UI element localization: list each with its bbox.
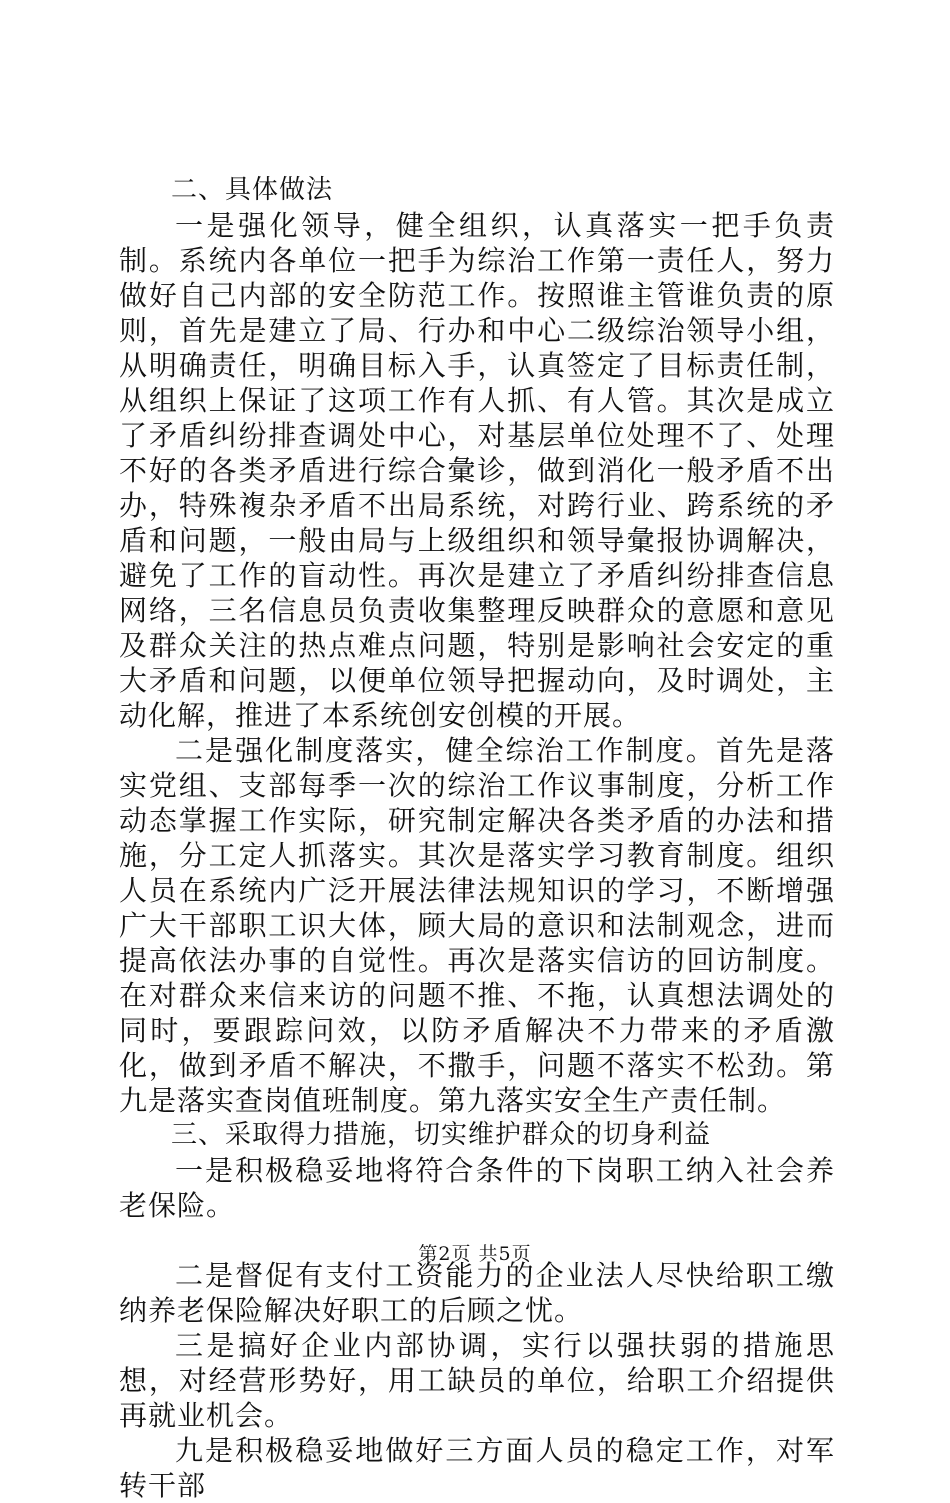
document-body bbox=[119, 173, 835, 1503]
paragraph-4: 二是督促有支付工资能力的企业法人尽快给职工缴纳养老保险解决好职工的后顾之忧。 bbox=[119, 1259, 835, 1327]
section-heading-3: 三、采取得力措施，切实维护群众的切身利益 bbox=[171, 1120, 712, 1150]
paragraph-6: 九是积极稳妥地做好三方面人员的稳定工作，对军转干部 bbox=[119, 1434, 835, 1502]
section-heading-2: 二、具体做法 bbox=[171, 175, 334, 205]
paragraph-2: 二是强化制度落实，健全综治工作制度。首先是落实党组、支部每季一次的综治工作议事制度，分析工作动态掌握工作实际，研究制定解决各类矛盾的办法和措施，分工定人抓落实。其次是落实学习教育制度。组织人员在系统内广泛开展法律法规知识的学习，不断增强广大干部职工识大体，顾大局的意识和法制观念，进而提高依法办事的自觉性。再次是落实信访的回访制度。在对群众来信来访的问题不推、不拖，认真想法调处的同时，要跟踪问效，以防矛盾解决不力带来的矛盾激化，做到矛盾不解决，不撒手，问题不落实不松劲。第九是落实查岗值班制度。第九落实安全生产责任制。 bbox=[119, 734, 835, 1117]
paragraph-5: 三是搞好企业内部协调，实行以强扶弱的措施思想，对经营形势好，用工缺员的单位，给职工介绍提供再就业机会。 bbox=[119, 1329, 835, 1432]
page-footer: 第2页 共5页 bbox=[418, 1243, 532, 1265]
paragraph-1: 一是强化领导，健全组织，认真落实一把手负责制。系统内各单位一把手为综治工作第一责任人，努力做好自己内部的安全防范工作。按照谁主管谁负责的原则，首先是建立了局、行办和中心二级综治领导小组，从明确责任，明确目标入手，认真签定了目标责任制，从组织上保证了这项工作有人抓、有人管。其次是成立了矛盾纠纷排查调处中心，对基层单位处理不了、处理不好的各类矛盾进行综合彙诊，做到消化一般矛盾不出办，特殊複杂矛盾不出局系统，对跨行业、跨系统的矛盾和问题，一般由局与上级组织和领导彙报协调解决，避免了工作的盲动性。再次是建立了矛盾纠纷排查信息网络，三名信息员负责收集整理反映群众的意愿和意见及群众关注的热点难点问题，特别是影响社会安定的重大矛盾和问题，以便单位领导把握动向，及时调处，主动化解，推进了本系统创安创模的开展。 bbox=[119, 209, 835, 732]
paragraph-3: 一是积极稳妥地将符合条件的下岗职工纳入社会养老保险。 bbox=[119, 1154, 835, 1222]
